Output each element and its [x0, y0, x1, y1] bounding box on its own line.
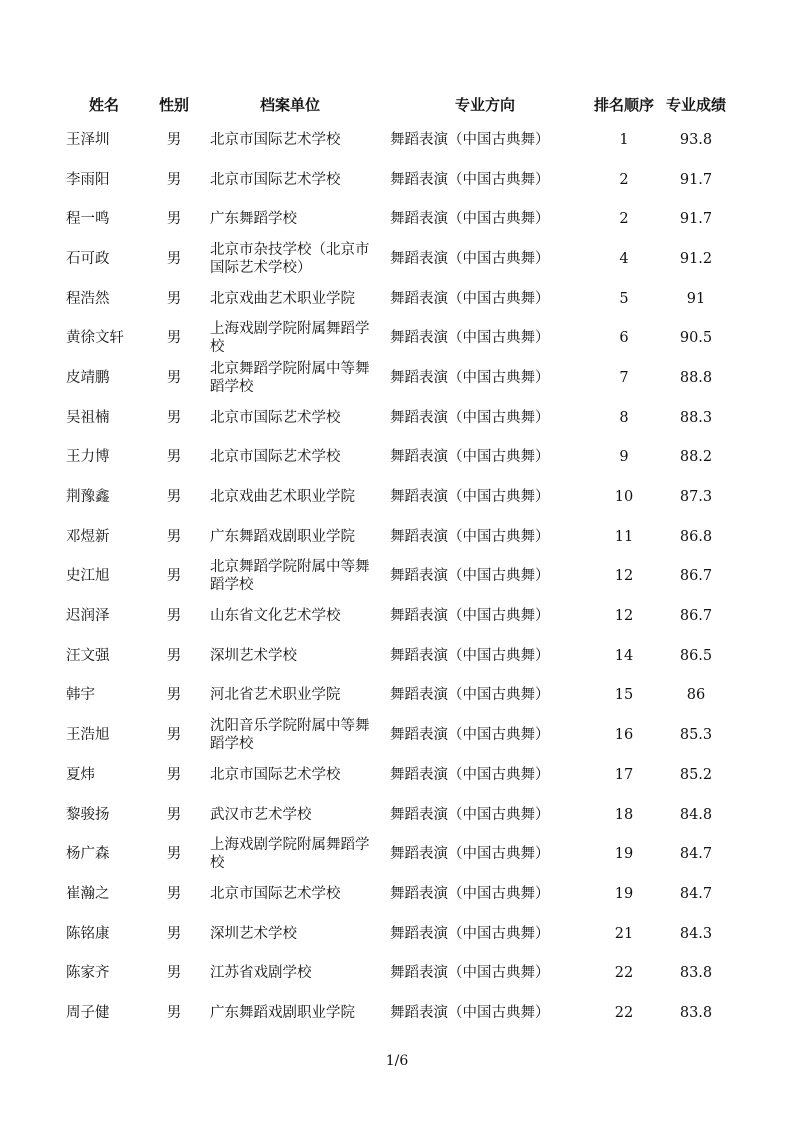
table-row — [60, 914, 734, 954]
table-row — [60, 398, 734, 438]
cell-unit: 北京戏曲艺术职业学院 — [210, 489, 355, 506]
cell-gender: 男 — [166, 369, 182, 386]
cell-unit: 北京舞蹈学院附属中等舞蹈学校 — [210, 559, 370, 594]
table-row — [60, 676, 734, 716]
cell-rank: 2 — [619, 211, 629, 228]
cell-unit: 北京市国际艺术学校 — [210, 171, 341, 188]
cell-gender: 男 — [166, 449, 182, 466]
table-row — [60, 557, 734, 597]
cell-rank: 22 — [614, 1004, 634, 1021]
cell-unit: 广东舞蹈学校 — [210, 211, 297, 228]
cell-major: 舞蹈表演（中国古典舞） — [390, 965, 550, 982]
cell-rank: 7 — [619, 369, 629, 386]
cell-name: 史江旭 — [66, 568, 110, 585]
cell-unit: 江苏省戏剧学校 — [210, 965, 312, 982]
table-row — [60, 279, 734, 319]
cell-name: 黄徐文轩 — [66, 330, 124, 347]
cell-unit: 山东省文化艺术学校 — [210, 608, 341, 625]
cell-major: 舞蹈表演（中国古典舞） — [390, 925, 550, 942]
cell-gender: 男 — [166, 290, 182, 307]
cell-name: 石可政 — [66, 250, 110, 267]
header-unit: 档案单位 — [259, 95, 320, 114]
header-gender: 性别 — [158, 95, 189, 114]
cell-unit: 北京舞蹈学院附属中等舞蹈学校 — [210, 360, 370, 395]
cell-gender: 男 — [166, 409, 182, 426]
table-header-row — [60, 88, 734, 120]
cell-name: 王力博 — [66, 449, 110, 466]
cell-major: 舞蹈表演（中国古典舞） — [390, 330, 550, 347]
table-row — [60, 834, 734, 874]
table-row — [60, 318, 734, 358]
cell-name: 黎骏扬 — [66, 806, 110, 823]
cell-unit: 沈阳音乐学院附属中等舞蹈学校 — [210, 718, 370, 753]
cell-gender: 男 — [166, 687, 182, 704]
cell-rank: 9 — [619, 449, 629, 466]
cell-major: 舞蹈表演（中国古典舞） — [390, 687, 550, 704]
cell-name: 夏炜 — [66, 766, 95, 783]
cell-unit: 上海戏剧学院附属舞蹈学校 — [210, 321, 370, 356]
cell-unit: 北京戏曲艺术职业学院 — [210, 290, 355, 307]
cell-score: 87.3 — [679, 489, 713, 506]
cell-gender: 男 — [166, 885, 182, 902]
table-row — [60, 596, 734, 636]
cell-unit: 北京市国际艺术学校 — [210, 449, 341, 466]
cell-major: 舞蹈表演（中国古典舞） — [390, 885, 550, 902]
cell-gender: 男 — [166, 330, 182, 347]
cell-unit: 北京市国际艺术学校 — [210, 131, 341, 148]
cell-gender: 男 — [166, 250, 182, 267]
cell-name: 汪文强 — [66, 647, 110, 664]
cell-score: 88.2 — [679, 449, 713, 466]
cell-name: 韩宇 — [66, 687, 95, 704]
cell-score: 83.8 — [679, 965, 713, 982]
table-row — [60, 993, 734, 1033]
cell-gender: 男 — [166, 806, 182, 823]
cell-score: 93.8 — [679, 131, 713, 148]
cell-rank: 2 — [619, 171, 629, 188]
cell-major: 舞蹈表演（中国古典舞） — [390, 1004, 550, 1021]
cell-name: 荆豫鑫 — [66, 489, 110, 506]
cell-score: 88.8 — [679, 369, 713, 386]
cell-name: 陈家齐 — [66, 965, 110, 982]
table-row — [60, 874, 734, 914]
cell-name: 邓煜新 — [66, 528, 110, 545]
cell-rank: 6 — [619, 330, 629, 347]
cell-major: 舞蹈表演（中国古典舞） — [390, 290, 550, 307]
cell-score: 84.3 — [679, 925, 713, 942]
cell-score: 86.7 — [679, 568, 713, 585]
cell-score: 91 — [686, 290, 706, 307]
cell-rank: 12 — [614, 608, 634, 625]
cell-score: 84.8 — [679, 806, 713, 823]
header-score: 专业成绩 — [665, 95, 726, 114]
cell-score: 90.5 — [679, 330, 713, 347]
cell-major: 舞蹈表演（中国古典舞） — [390, 250, 550, 267]
cell-major: 舞蹈表演（中国古典舞） — [390, 608, 550, 625]
table-row — [60, 755, 734, 795]
cell-score: 86.7 — [679, 608, 713, 625]
cell-major: 舞蹈表演（中国古典舞） — [390, 727, 550, 744]
cell-rank: 5 — [619, 290, 629, 307]
table-row — [60, 239, 734, 279]
cell-major: 舞蹈表演（中国古典舞） — [390, 409, 550, 426]
cell-score: 91.2 — [679, 250, 713, 267]
cell-score: 85.3 — [679, 727, 713, 744]
cell-major: 舞蹈表演（中国古典舞） — [390, 171, 550, 188]
cell-score: 83.8 — [679, 1004, 713, 1021]
cell-unit: 广东舞蹈戏剧职业学院 — [210, 1004, 355, 1021]
header-rank: 排名顺序 — [593, 95, 654, 114]
cell-score: 86.5 — [679, 647, 713, 664]
cell-name: 皮靖鹏 — [66, 369, 110, 386]
cell-rank: 10 — [614, 489, 634, 506]
cell-major: 舞蹈表演（中国古典舞） — [390, 846, 550, 863]
table-row — [60, 795, 734, 835]
cell-name: 吴祖楠 — [66, 409, 110, 426]
cell-gender: 男 — [166, 727, 182, 744]
cell-rank: 18 — [614, 806, 634, 823]
cell-major: 舞蹈表演（中国古典舞） — [390, 528, 550, 545]
header-name: 姓名 — [88, 95, 119, 114]
cell-rank: 22 — [614, 965, 634, 982]
table-row — [60, 715, 734, 755]
cell-gender: 男 — [166, 965, 182, 982]
cell-gender: 男 — [166, 489, 182, 506]
cell-major: 舞蹈表演（中国古典舞） — [390, 568, 550, 585]
cell-name: 杨广森 — [66, 846, 110, 863]
cell-unit: 北京市杂技学校（北京市国际艺术学校） — [210, 241, 370, 276]
cell-gender: 男 — [166, 568, 182, 585]
cell-major: 舞蹈表演（中国古典舞） — [390, 211, 550, 228]
cell-unit: 北京市国际艺术学校 — [210, 409, 341, 426]
cell-rank: 21 — [614, 925, 634, 942]
cell-unit: 北京市国际艺术学校 — [210, 885, 341, 902]
table-body — [60, 120, 734, 1033]
cell-unit: 上海戏剧学院附属舞蹈学校 — [210, 837, 370, 872]
cell-score: 84.7 — [679, 846, 713, 863]
cell-score: 91.7 — [679, 211, 713, 228]
cell-rank: 17 — [614, 766, 634, 783]
cell-gender: 男 — [166, 846, 182, 863]
table-row — [60, 199, 734, 239]
cell-gender: 男 — [166, 608, 182, 625]
page-number: 1/6 — [385, 1053, 409, 1069]
cell-gender: 男 — [166, 925, 182, 942]
cell-gender: 男 — [166, 528, 182, 545]
cell-major: 舞蹈表演（中国古典舞） — [390, 449, 550, 466]
cell-rank: 8 — [619, 409, 629, 426]
header-major: 专业方向 — [454, 95, 515, 114]
cell-name: 李雨阳 — [66, 171, 110, 188]
cell-rank: 4 — [619, 250, 629, 267]
cell-gender: 男 — [166, 211, 182, 228]
cell-name: 周子健 — [66, 1004, 110, 1021]
cell-score: 86.8 — [679, 528, 713, 545]
cell-gender: 男 — [166, 1004, 182, 1021]
cell-major: 舞蹈表演（中国古典舞） — [390, 806, 550, 823]
cell-score: 88.3 — [679, 409, 713, 426]
cell-name: 崔瀚之 — [66, 885, 110, 902]
table-row — [60, 953, 734, 993]
cell-score: 86 — [686, 687, 706, 704]
cell-score: 85.2 — [679, 766, 713, 783]
table-row — [60, 160, 734, 200]
table-row — [60, 438, 734, 478]
cell-unit: 武汉市艺术学校 — [210, 806, 312, 823]
cell-major: 舞蹈表演（中国古典舞） — [390, 369, 550, 386]
cell-gender: 男 — [166, 171, 182, 188]
cell-name: 迟润泽 — [66, 608, 110, 625]
cell-name: 陈铭康 — [66, 925, 110, 942]
cell-rank: 19 — [614, 885, 634, 902]
table-row — [60, 636, 734, 676]
cell-unit: 北京市国际艺术学校 — [210, 766, 341, 783]
cell-name: 王浩旭 — [66, 727, 110, 744]
cell-unit: 深圳艺术学校 — [210, 925, 297, 942]
cell-major: 舞蹈表演（中国古典舞） — [390, 489, 550, 506]
cell-major: 舞蹈表演（中国古典舞） — [390, 766, 550, 783]
cell-name: 程一鸣 — [66, 211, 110, 228]
cell-major: 舞蹈表演（中国古典舞） — [390, 647, 550, 664]
table-row — [60, 120, 734, 160]
cell-major: 舞蹈表演（中国古典舞） — [390, 131, 550, 148]
table-row — [60, 358, 734, 398]
cell-rank: 14 — [614, 647, 634, 664]
cell-gender: 男 — [166, 647, 182, 664]
cell-unit: 广东舞蹈戏剧职业学院 — [210, 528, 355, 545]
cell-rank: 15 — [614, 687, 634, 704]
cell-gender: 男 — [166, 766, 182, 783]
cell-score: 84.7 — [679, 885, 713, 902]
cell-rank: 11 — [614, 528, 634, 545]
cell-unit: 深圳艺术学校 — [210, 647, 297, 664]
cell-name: 程浩然 — [66, 290, 110, 307]
cell-name: 王泽圳 — [66, 131, 110, 148]
table-row — [60, 517, 734, 557]
cell-unit: 河北省艺术职业学院 — [210, 687, 341, 704]
cell-rank: 19 — [614, 846, 634, 863]
ranking-table — [60, 88, 734, 1033]
cell-rank: 1 — [619, 131, 629, 148]
cell-rank: 16 — [614, 727, 634, 744]
cell-gender: 男 — [166, 131, 182, 148]
table-row — [60, 477, 734, 517]
cell-rank: 12 — [614, 568, 634, 585]
cell-score: 91.7 — [679, 171, 713, 188]
